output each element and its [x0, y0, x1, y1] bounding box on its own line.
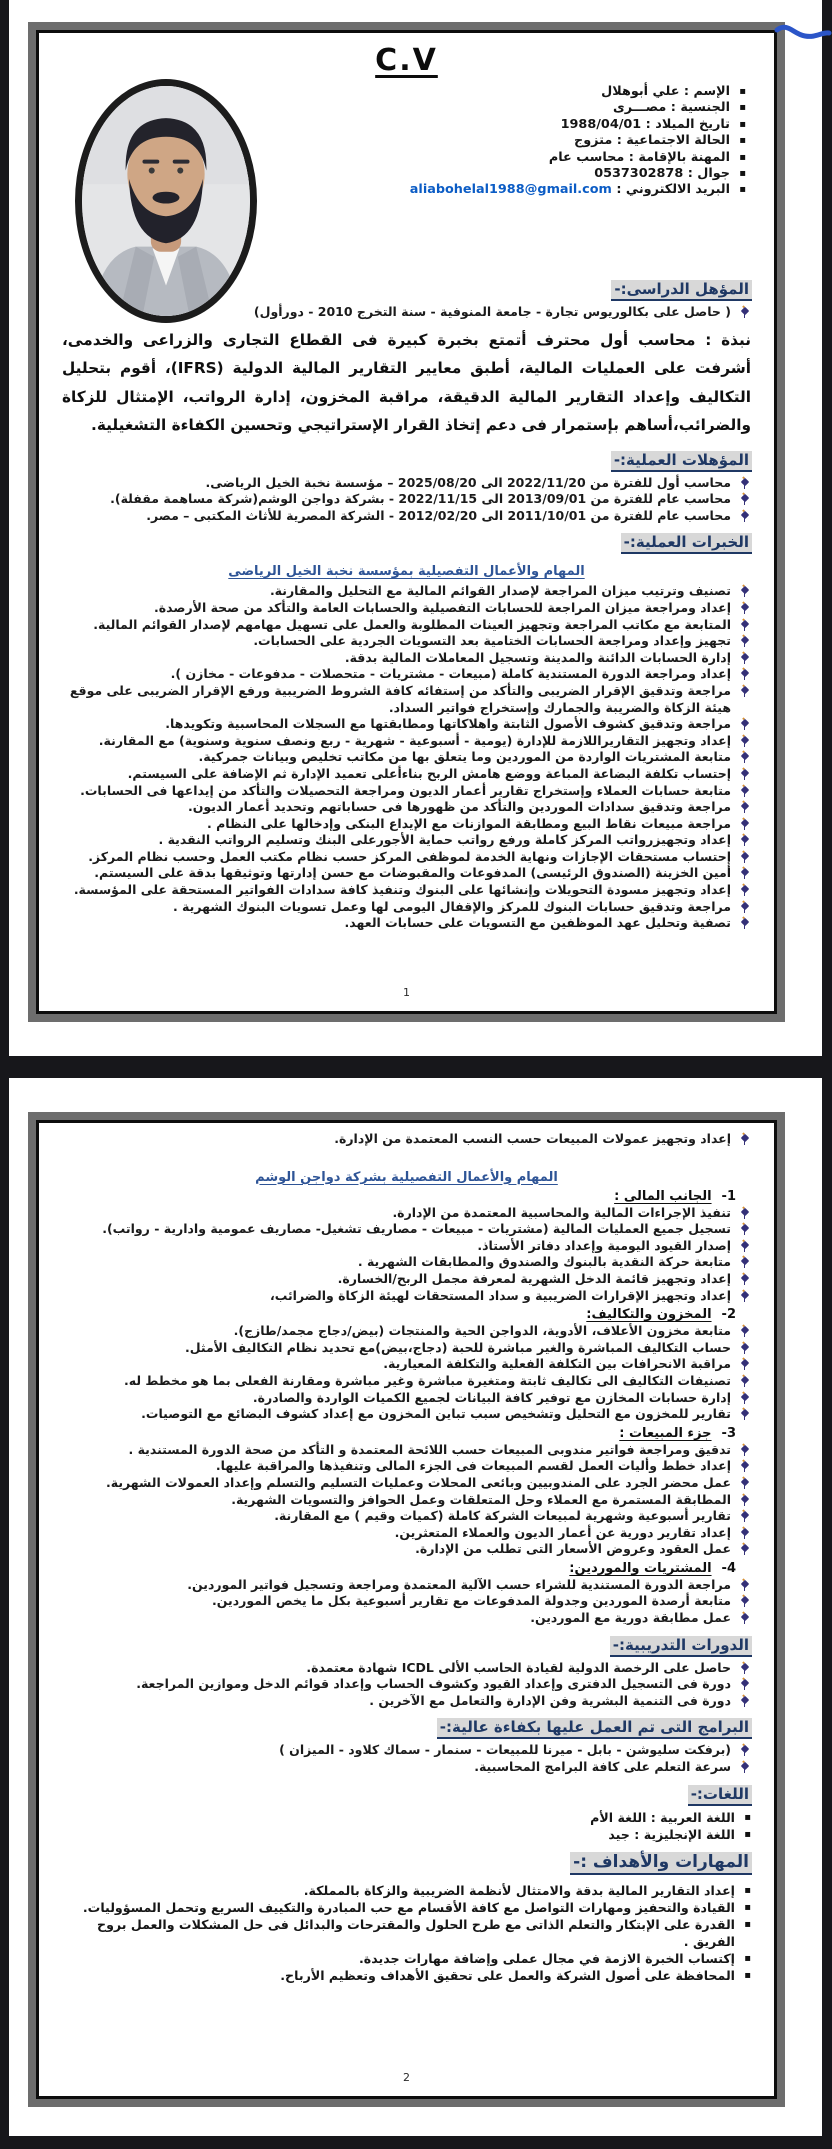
- flower-bullet-icon: [738, 619, 749, 632]
- program-item: (برفكت سليوشن - بابل - ميرنا للمبيعات - سنمار - سماك كلاود - الميزان ): [61, 1742, 752, 1759]
- languages-list: [61, 1809, 752, 1843]
- email-label: البريد الالكتروني :: [611, 182, 730, 198]
- flower-bullet-icon: [738, 1543, 749, 1556]
- section-bullet: عمل العقود وعروض الأسعار التى تطلب من الإدارة.: [61, 1541, 752, 1558]
- experience-bullet: إعداد ومراجعة ميزان المراجعة للحسابات التفصيلية والحسابات العامة والتأكد من صحة الأرصدة.: [61, 600, 752, 617]
- personal-info-item: ▪ تاريخ الميلاد : 1988/04/01: [316, 117, 746, 133]
- flower-bullet-icon: [738, 1375, 749, 1388]
- language-item: ▪ اللغة الإنجليزية : جيد: [61, 1826, 752, 1843]
- flower-bullet-icon: [738, 1444, 749, 1457]
- flower-bullet-icon: [738, 306, 749, 319]
- experience-bullet: مراجعة وتدقيق حسابات البنوك للمركز والإقفال اليومى لها وعمل تسويات البنوك الشهرية .: [61, 899, 752, 916]
- flower-bullet-icon: [738, 1744, 749, 1757]
- section-2-title: 2-المخزون والتكاليف:: [586, 1307, 736, 1323]
- flower-bullet-icon: [738, 652, 749, 665]
- section-bullet: إعداد خطط وأليات العمل لقسم المبيعات فى الجزء المالى وتنفيذها والمراقبة عليها.: [61, 1458, 752, 1475]
- flower-bullet-icon: [738, 1240, 749, 1253]
- cv-page-2-content: [36, 1120, 777, 2099]
- work-qualification-item: محاسب عام للفترة من 2013/09/01 الى 2022/11/15 - بشركة دواجن الوشم(شركة مساهمة مقفلة).: [61, 491, 752, 508]
- cv-page-2: [28, 1112, 785, 2107]
- flower-bullet-icon: [738, 1510, 749, 1523]
- page-number: 2: [403, 2071, 410, 2084]
- flower-bullet-icon: [738, 884, 749, 897]
- email-row: [316, 182, 746, 198]
- experience-bullet-list: [61, 583, 752, 931]
- experience-bullet: إحتساب مستحقات الإجازات ونهاية الخدمة لموظفى المركز حسب نظام مكتب العمل وحسب نظام المركز.: [61, 849, 752, 866]
- flower-bullet-icon: [738, 801, 749, 814]
- flower-bullet-icon: [738, 818, 749, 831]
- personal-info-item: ▪ جوال : 0537302878: [316, 166, 746, 182]
- flower-bullet-icon: [738, 585, 749, 598]
- training-list: [61, 1660, 752, 1710]
- viewer-bottom-band: [0, 2136, 832, 2149]
- training-item: حاصل على الرخصة الدولية لقيادة الحاسب الألى ICDL شهادة معتمدة.: [61, 1660, 752, 1677]
- flower-bullet-icon: [738, 718, 749, 731]
- blue-pen-mark-icon: [774, 20, 832, 54]
- flower-bullet-icon: [738, 1477, 749, 1490]
- section-bullet: عمل مطابقة دورية مع الموردين.: [61, 1610, 752, 1627]
- experience-bullet: إعداد وتجهيز مسودة التحويلات وإنشائها على البنوك وتنفيذ كافة سدادات الفواتير المستحقة على المؤسسة.: [61, 882, 752, 899]
- experience-bullet: المتابعة مع مكاتب المراجعة وتجهيز العينات المطلوبة والعمل على تسهيل مهامهم لإصدار القوائم المالية.: [61, 617, 752, 634]
- work-qualification-item: محاسب عام للفترة من 2011/10/01 الى 2012/02/20 - الشركة المصرية للأثاث المكتبى – مصر.: [61, 508, 752, 525]
- avatar: [75, 79, 257, 323]
- section-bullet: مراجعة الدورة المستندية للشراء حسب الآلية المعتمدة ومراجعة وتسجيل فواتير الموردين.: [61, 1577, 752, 1594]
- experience-bullet: إعداد ومراجعة الدورة المستندية كاملة (مبيعات - مشتريات - متحصلات - مدفوعات - مخازن ).: [61, 666, 752, 683]
- section-bullet: تقارير أسبوعية وشهرية لمبيعات الشركة كاملة (كميات وقيم ) مع المقارنة.: [61, 1508, 752, 1525]
- cv-title: C.V: [375, 43, 438, 78]
- programs-heading: البرامج التى تم العمل عليها بكفاءة عالية:-: [437, 1718, 752, 1739]
- flower-bullet-icon: [738, 1695, 749, 1708]
- section-1-title: 1-الجانب المالى :: [614, 1188, 736, 1204]
- section-bullet: تصنيفات التكاليف الى تكاليف ثابتة ومتغيرة مباشرة وغير مباشرة ومقارنة الفعلى بما هو مخطط له.: [61, 1373, 752, 1390]
- experience-bullet: مراجعة مبيعات نقاط البيع ومطابقة الموازنات مع الإيداع البنكى وإدخالها على النظام .: [61, 816, 752, 833]
- section-bullet: تدقيق ومراجعة فواتير مندوبى المبيعات حسب اللائحة المعتمدة و التأكد من صحة الدورة المستندية .: [61, 1442, 752, 1459]
- flower-bullet-icon: [738, 685, 749, 698]
- work-qualification-item: محاسب أول للفترة من 2022/11/20 الى 2025/08/20 – مؤسسة نخبة الخيل الرياضى.: [61, 475, 752, 492]
- education-item: ( حاصل على بكالوريوس تجارة - جامعة المنوفية - سنة التخرج 2010 - دورأول): [61, 304, 752, 321]
- flower-bullet-icon: [738, 1207, 749, 1220]
- personal-info-list: [316, 84, 746, 182]
- training-item: دورة فى التسجيل الدفترى وإعداد القيود وكشوف الحساب وإعداد قوائم الدخل وموازين المراجعة.: [61, 1676, 752, 1693]
- section-1-number: 1-: [721, 1188, 736, 1204]
- flower-bullet-icon: [738, 602, 749, 615]
- flower-bullet-icon: [738, 1133, 749, 1146]
- experience-bullet: إعداد وتجهيزرواتب المركز كاملة ورفع رواتب حماية الأجورعلى البنك وتسليم الرواتب النقدية .: [61, 832, 752, 849]
- flower-bullet-icon: [738, 785, 749, 798]
- email-row-list: [316, 182, 746, 198]
- flower-bullet-icon: [738, 1460, 749, 1473]
- experience-bullet: مراجعة وتدقيق الإقرار الضريبى والتأكد من إستفائه كافة الشروط الضريبية ورفع الإقرار الضريبى على موقع هيئة الزكاة والضريبة والجمارك وإستخراج فواتير السداد.: [61, 683, 752, 716]
- flower-bullet-icon: [738, 635, 749, 648]
- section-bullet: إدارة حسابات المخازن مع توفير كافة البيانات لجميع الكميات الواردة والصادرة.: [61, 1390, 752, 1407]
- language-item: ▪ اللغة العربية : اللغة الأم: [61, 1809, 752, 1826]
- flower-bullet-icon: [738, 1290, 749, 1303]
- flower-bullet-icon: [738, 834, 749, 847]
- flower-bullet-icon: [738, 867, 749, 880]
- section-4-bullets: [61, 1577, 752, 1627]
- flower-bullet-icon: [738, 1223, 749, 1236]
- experience-bullet: مراجعة وتدقيق كشوف الأصول الثابتة واهلاكاتها ومطابقتها مع السجلات المحاسبية وتكويدها.: [61, 716, 752, 733]
- flower-bullet-icon: [738, 1325, 749, 1338]
- experience-bullet: مراجعة وتدقيق سدادات الموردين والتأكد من ظهورها فى حساباتهم وتحديد أعمار الديون.: [61, 799, 752, 816]
- page-separator-band: [0, 1056, 832, 1078]
- profile-summary: نبذة : محاسب أول محترف أتمتع بخبرة كبيرة فى القطاع التجارى والزراعى والخدمى، أشرفت على العمليات المالية، أطبق معايير التقارير المالية الدولية (IFRS)، أقوم بتحليل التكاليف وإعداد التقارير المالية الدقيقة، مراقبة المخزون، إدارة الرواتب، الإمتثال للزكاة والضرائب،أساهم بإستمرار فى دعم إتخاذ القرار الإستراتيجي وتحسين الكفاءة التشغيلية.: [62, 330, 751, 435]
- flower-bullet-icon: [738, 1595, 749, 1608]
- programs-list: [61, 1742, 752, 1775]
- experience-bullet: تجهيز وإعداد ومراجعة الحسابات الختامية بعد التسويات الجردية على الحسابات.: [61, 633, 752, 650]
- section-bullet: المطابقة المستمرة مع العملاء وحل المتعلقات وعمل الحوافز والتسويات الشهرية.: [61, 1492, 752, 1509]
- flower-bullet-icon: [738, 1256, 749, 1269]
- training-item: دورة فى التنمية البشرية وفن الإدارة والتعامل مع الآخرين .: [61, 1693, 752, 1710]
- flower-bullet-icon: [738, 668, 749, 681]
- section-bullet: تنفيذ الإجراءات المالية والمحاسبية المعتمدة من الإدارة.: [61, 1205, 752, 1222]
- skills-heading: المهارات والأهداف :-: [570, 1852, 752, 1875]
- section-4-number: 4-: [721, 1560, 736, 1576]
- section-bullet: متابعة أرصدة الموردين وجدولة المدفوعات مع تقارير أسبوعية بكل ما يخص الموردين.: [61, 1593, 752, 1610]
- page-number: 1: [403, 986, 410, 999]
- section-bullet: عمل محضر الجرد على المندوبيين وبائعى المحلات وعمليات التسليم والتسلم وإعداد العمولات الشهرية.: [61, 1475, 752, 1492]
- section-3-bullets: [61, 1442, 752, 1558]
- section-2-number: 2-: [721, 1307, 736, 1323]
- flower-bullet-icon: [738, 1761, 749, 1774]
- flower-bullet-icon: [738, 510, 749, 523]
- skill-item: ▪ إعداد التقارير المالية بدقة والامتثال لأنظمة الضريبية والزكاة بالمملكة.: [61, 1882, 752, 1899]
- section-bullet: إعداد وتجهيز قائمة الدخل الشهرية لمعرفة مجمل الربح/الخسارة.: [61, 1271, 752, 1288]
- cv-header: [61, 43, 752, 271]
- skills-list: [61, 1882, 752, 1984]
- flower-bullet-icon: [738, 751, 749, 764]
- skill-item: ▪ القدرة على الإبتكار والتعلم الذاتى مع طرح الحلول والمقترحات والبدائل فى حل المشكلات والعمل بروح الفريق .: [61, 1916, 752, 1950]
- personal-info-item: ▪ الجنسية : مصـــرى: [316, 100, 746, 116]
- flower-bullet-icon: [738, 477, 749, 490]
- experience-bullet: إحتساب تكلفة البضاعة المباعة ووضع هامش الربح بناءأعلى تعميد الإدارة ثم الإضافة على السيستم.: [61, 766, 752, 783]
- section-bullet: إعداد وتجهيز الإقرارات الضريبية و سداد المستحقات لهيئة الزكاة والضرائب،: [61, 1288, 752, 1305]
- skill-item: ▪ القيادة والتحفيز ومهارات التواصل مع كافة الأقسام مع حب المبادرة والتكييف السريع وتحمل المسؤوليات.: [61, 1899, 752, 1916]
- program-item: سرعة التعلم على كافة البرامج المحاسبية.: [61, 1759, 752, 1776]
- flower-bullet-icon: [738, 1408, 749, 1421]
- flower-bullet-icon: [738, 1392, 749, 1405]
- experience-bullet: أمين الخزينة (الصندوق الرئيسى) المدفوعات والمقبوضات مع حسن إدارتها وتوثيقها بدقة على السيستم.: [61, 865, 752, 882]
- flower-bullet-icon: [738, 851, 749, 864]
- section-bullet: حساب التكاليف المباشرة والغير مباشرة للحبة (دجاج،بيض)مع تحديد نظام التكاليف الأمثل.: [61, 1340, 752, 1357]
- cv-page-1: [28, 22, 785, 1022]
- section-bullet: متابعة حركة النقدية بالبنوك والصندوق والمطابقات الشهرية .: [61, 1254, 752, 1271]
- section-bullet: تسجيل جميع العمليات المالية (مشتريات - مبيعات - مصاريف تشغيل- مصاريف عمومية وادارية - رواتب).: [61, 1221, 752, 1238]
- cv-page-1-content: [36, 30, 777, 1014]
- work-qualifications-heading: المؤهلات العملية:-: [611, 451, 752, 472]
- flower-bullet-icon: [738, 1494, 749, 1507]
- flower-bullet-icon: [738, 917, 749, 930]
- continuation-bullet: إعداد وتجهيز عمولات المبيعات حسب النسب المعتمدة من الإدارة.: [61, 1131, 752, 1148]
- section-3-number: 3-: [721, 1425, 736, 1441]
- flower-bullet-icon: [738, 493, 749, 506]
- flower-bullet-icon: [738, 1342, 749, 1355]
- experience-bullet: إعداد وتجهيز التقاريراللازمة للإدارة (يومية - أسبوعية - شهرية - ربع ونصف سنوية وسنوية) مع المقارنة.: [61, 733, 752, 750]
- training-heading: الدورات التدريبية:-: [610, 1636, 752, 1657]
- flower-bullet-icon: [738, 1527, 749, 1540]
- experience-bullet: تصنيف وترتيب ميزان المراجعة لإصدار القوائم المالية مع التحليل والمقارنة.: [61, 583, 752, 600]
- section-bullet: إعداد تقارير دورية عن أعمار الديون والعملاء المتعثرين.: [61, 1525, 752, 1542]
- avatar-portrait-graphic: [82, 86, 250, 316]
- section-3-title: 3-جزء المبيعات :: [619, 1425, 736, 1441]
- experience-bullet: تصفية وتحليل عهد الموظفين مع التسويات على حسابات العهد.: [61, 915, 752, 932]
- work-qualifications-list: [61, 475, 752, 525]
- flower-bullet-icon: [738, 1678, 749, 1691]
- section-bullet: مراقبة الانحرافات بين التكلفة الفعلية والتكلفة المعيارية.: [61, 1356, 752, 1373]
- flower-bullet-icon: [738, 768, 749, 781]
- experience-bullet: متابعة المشتريات الواردة من الموردين وما يتعلق بها من مكاتب تخليص وبيانات جمركية.: [61, 749, 752, 766]
- section-bullet: تقارير للمخزون مع التحليل وتشخيص سبب تباين المخزون مع إعداد كشوف البضائع مع التوصيات.: [61, 1406, 752, 1423]
- languages-heading: اللغات:-: [688, 1785, 752, 1806]
- flower-bullet-icon: [738, 901, 749, 914]
- experience-bullet: إدارة الحسابات الدائنة والمدينة وتسجيل المعاملات المالية بدقة.: [61, 650, 752, 667]
- personal-info-item: ▪ الحالة الاجتماعية : متزوج: [316, 133, 746, 149]
- experience-bullet: متابعة حسابات العملاء وإستخراج تقارير أعمار الديون ومراجعة التحصيلات والتأكد من إيداعها فى الحسابات.: [61, 783, 752, 800]
- skill-item: ▪ المحافظة على أصول الشركة والعمل على تحقيق الأهداف وتعظيم الأرباح.: [61, 1967, 752, 1984]
- flower-bullet-icon: [738, 1579, 749, 1592]
- section-bullet: متابعة مخزون الأعلاف، الأدوية، الدواجن الحية والمنتجات (بيض/دجاج مجمد/طازج).: [61, 1323, 752, 1340]
- section-2-bullets: [61, 1323, 752, 1423]
- education-heading: المؤهل الدراسى:-: [611, 280, 752, 301]
- flower-bullet-icon: [738, 1358, 749, 1371]
- flower-bullet-icon: [738, 1612, 749, 1625]
- personal-info-item: ▪ الإسم : علي أبوهلال: [316, 84, 746, 100]
- section-bullet: إصدار القيود اليومية وإعداد دفاتر الأستاذ.: [61, 1238, 752, 1255]
- continuation-bullet-list: [61, 1131, 752, 1148]
- flower-bullet-icon: [738, 1273, 749, 1286]
- personal-info-item: ▪ المهنة بالإقامة : محاسب عام: [316, 150, 746, 166]
- flower-bullet-icon: [738, 735, 749, 748]
- section-1-bullets: [61, 1205, 752, 1305]
- wasm-subheading: المهام والأعمال التفصيلية بشركة دواجن الوشم: [255, 1169, 558, 1185]
- section-4-title: 4-المشتريات والموردين:: [569, 1560, 736, 1576]
- experience-subheading: المهام والأعمال التفصيلية بمؤسسة نخبة الخيل الرياضى: [228, 564, 585, 580]
- email-link[interactable]: aliabohelal1988@gmail.com: [409, 182, 612, 198]
- skill-item: ▪ إكتساب الخبرة الازمة في مجال عملى وإضافة مهارات جديدة.: [61, 1950, 752, 1967]
- flower-bullet-icon: [738, 1662, 749, 1675]
- experience-heading: الخبرات العملية:-: [621, 533, 752, 554]
